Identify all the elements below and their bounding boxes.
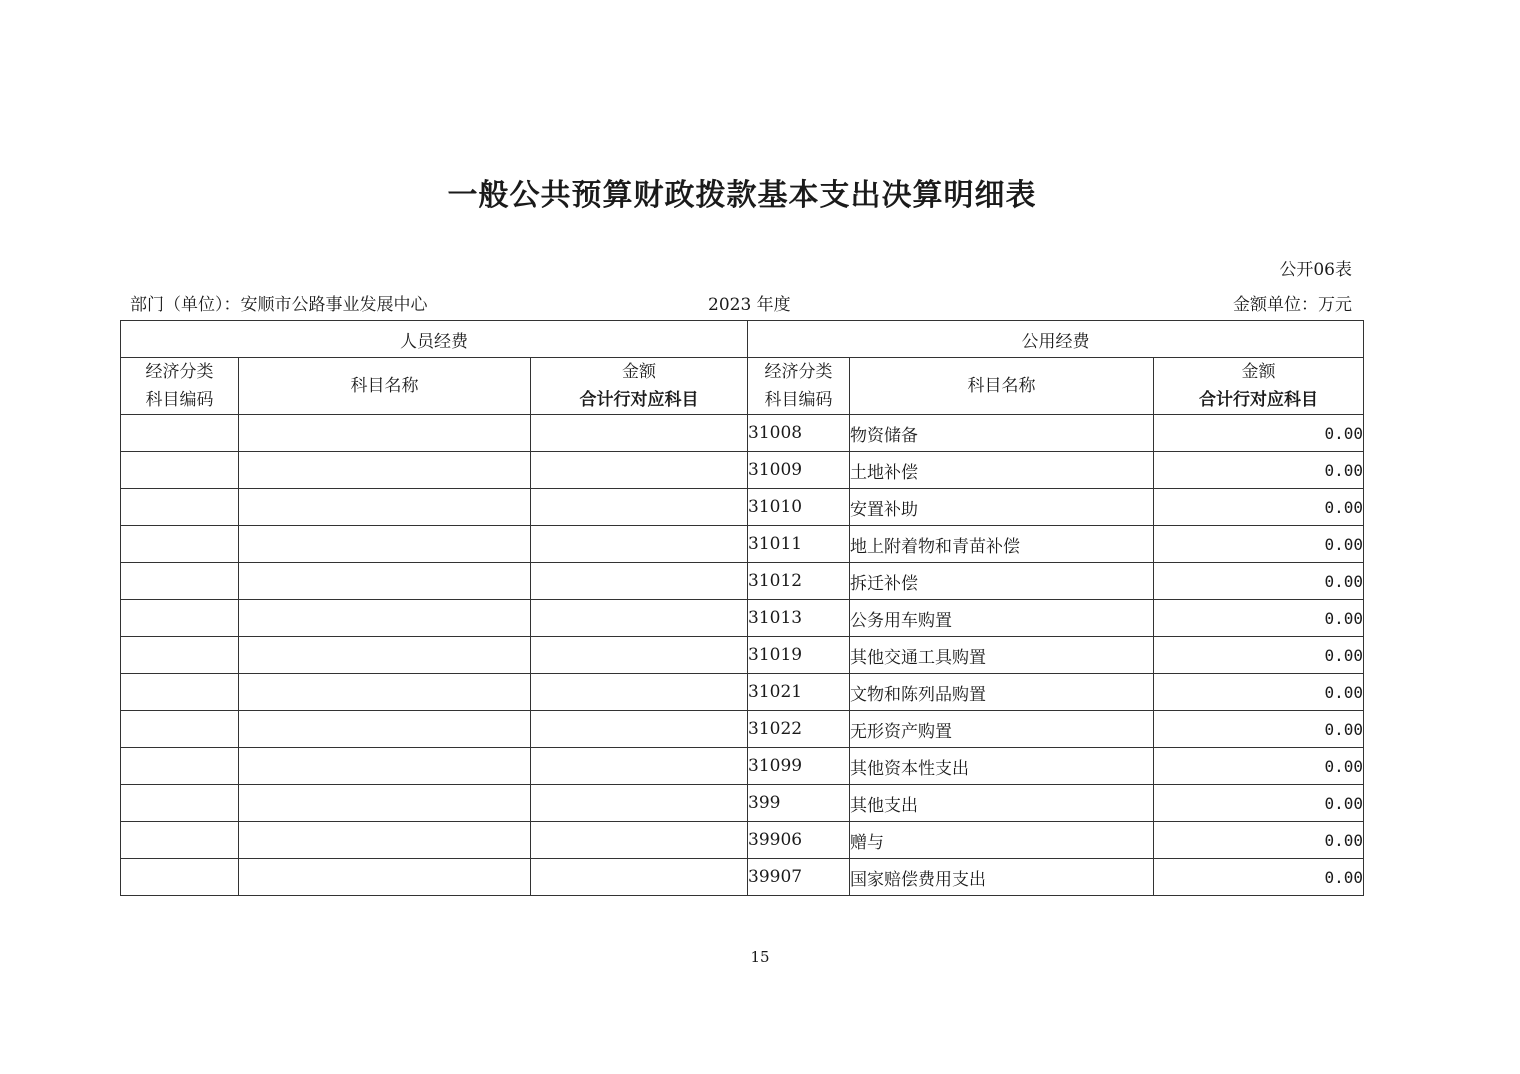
header-amount-line2: 合计行对应科目 [579, 390, 699, 410]
personnel-name-cell [239, 748, 531, 785]
meta-row [120, 290, 1362, 316]
public-code-cell: 31010 [748, 489, 850, 526]
personnel-name-cell [239, 415, 531, 452]
personnel-code-cell [121, 785, 239, 822]
public-name-cell: 其他资本性支出 [850, 748, 1154, 785]
personnel-name-cell [239, 637, 531, 674]
personnel-amount-cell [531, 748, 748, 785]
header-code-line2: 科目编码 [764, 390, 833, 410]
public-amount-cell: 0.00 [1154, 415, 1364, 452]
public-name-cell: 公务用车购置 [850, 600, 1154, 637]
public-amount-cell: 0.00 [1154, 674, 1364, 711]
personnel-amount-cell [531, 637, 748, 674]
table-row [121, 600, 1364, 637]
fiscal-year: 2023 年度 [708, 295, 791, 315]
header-amount-line2: 合计行对应科目 [1199, 390, 1318, 410]
table-row [121, 489, 1364, 526]
table-row [121, 785, 1364, 822]
personnel-name-cell [239, 785, 531, 822]
personnel-code-cell [121, 415, 239, 452]
personnel-code-cell [121, 526, 239, 563]
header-amount-public [1154, 358, 1364, 415]
public-amount-cell: 0.00 [1154, 748, 1364, 785]
personnel-name-cell [239, 563, 531, 600]
public-name-cell: 土地补偿 [850, 452, 1154, 489]
header-name-public: 科目名称 [850, 358, 1154, 415]
public-amount-cell: 0.00 [1154, 526, 1364, 563]
personnel-amount-cell [531, 785, 748, 822]
personnel-code-cell [121, 563, 239, 600]
table-body [121, 415, 1364, 896]
personnel-name-cell [239, 859, 531, 896]
header-code-personnel [121, 358, 239, 415]
group-header-row [121, 321, 1364, 358]
header-code-line2: 科目编码 [145, 390, 214, 410]
personnel-amount-cell [531, 600, 748, 637]
table-row [121, 748, 1364, 785]
personnel-amount-cell [531, 563, 748, 600]
public-code-cell: 31009 [748, 452, 850, 489]
public-amount-cell: 0.00 [1154, 711, 1364, 748]
header-name-personnel: 科目名称 [239, 358, 531, 415]
public-code-cell: 31012 [748, 563, 850, 600]
header-amount-personnel [531, 358, 748, 415]
personnel-code-cell [121, 711, 239, 748]
page-title: 一般公共预算财政拨款基本支出决算明细表 [447, 178, 1037, 213]
personnel-amount-cell [531, 859, 748, 896]
table-row [121, 452, 1364, 489]
personnel-amount-cell [531, 489, 748, 526]
personnel-name-cell [239, 711, 531, 748]
public-name-cell: 物资储备 [850, 415, 1154, 452]
header-code-line1: 经济分类 [145, 362, 214, 382]
personnel-code-cell [121, 748, 239, 785]
personnel-name-cell [239, 600, 531, 637]
public-amount-cell: 0.00 [1154, 489, 1364, 526]
personnel-name-cell [239, 822, 531, 859]
personnel-name-cell [239, 674, 531, 711]
public-amount-cell: 0.00 [1154, 785, 1364, 822]
group-public: 公用经费 [748, 321, 1364, 358]
table-row [121, 674, 1364, 711]
group-personnel: 人员经费 [121, 321, 748, 358]
public-name-cell: 安置补助 [850, 489, 1154, 526]
personnel-amount-cell [531, 526, 748, 563]
public-code-cell: 31022 [748, 711, 850, 748]
public-amount-cell: 0.00 [1154, 452, 1364, 489]
table-row [121, 822, 1364, 859]
personnel-code-cell [121, 859, 239, 896]
public-amount-cell: 0.00 [1154, 859, 1364, 896]
public-code-cell: 39907 [748, 859, 850, 896]
header-amount-line1: 金额 [622, 362, 656, 382]
table-row [121, 859, 1364, 896]
table-row [121, 637, 1364, 674]
personnel-code-cell [121, 674, 239, 711]
personnel-name-cell [239, 526, 531, 563]
public-code-cell: 39906 [748, 822, 850, 859]
public-code-cell: 31019 [748, 637, 850, 674]
public-name-cell: 文物和陈列品购置 [850, 674, 1154, 711]
table-row [121, 711, 1364, 748]
public-code-cell: 399 [748, 785, 850, 822]
header-amount-line1: 金额 [1241, 362, 1276, 382]
page-number: 15 [750, 948, 770, 966]
amount-unit: 金额单位：万元 [1233, 295, 1352, 315]
public-name-cell: 其他交通工具购置 [850, 637, 1154, 674]
personnel-amount-cell [531, 711, 748, 748]
public-name-cell: 其他支出 [850, 785, 1154, 822]
public-amount-cell: 0.00 [1154, 822, 1364, 859]
public-name-cell: 拆迁补偿 [850, 563, 1154, 600]
personnel-amount-cell [531, 674, 748, 711]
public-code-cell: 31013 [748, 600, 850, 637]
public-name-cell: 国家赔偿费用支出 [850, 859, 1154, 896]
personnel-code-cell [121, 822, 239, 859]
header-code-public [748, 358, 850, 415]
personnel-code-cell [121, 452, 239, 489]
department-label: 部门（单位）：安顺市公路事业发展中心 [130, 295, 428, 315]
public-code-cell: 31011 [748, 526, 850, 563]
public-code-cell: 31008 [748, 415, 850, 452]
public-amount-cell: 0.00 [1154, 600, 1364, 637]
personnel-amount-cell [531, 822, 748, 859]
personnel-amount-cell [531, 415, 748, 452]
table-row [121, 526, 1364, 563]
expenditure-table [120, 320, 1364, 896]
column-header-row [121, 358, 1364, 415]
personnel-name-cell [239, 452, 531, 489]
public-name-cell: 无形资产购置 [850, 711, 1154, 748]
public-name-cell: 赠与 [850, 822, 1154, 859]
table-number: 公开06表 [1279, 260, 1352, 280]
personnel-name-cell [239, 489, 531, 526]
personnel-code-cell [121, 600, 239, 637]
public-amount-cell: 0.00 [1154, 637, 1364, 674]
public-name-cell: 地上附着物和青苗补偿 [850, 526, 1154, 563]
table-row [121, 415, 1364, 452]
public-amount-cell: 0.00 [1154, 563, 1364, 600]
public-code-cell: 31021 [748, 674, 850, 711]
table-row [121, 563, 1364, 600]
personnel-code-cell [121, 489, 239, 526]
header-code-line1: 经济分类 [764, 362, 833, 382]
public-code-cell: 31099 [748, 748, 850, 785]
personnel-code-cell [121, 637, 239, 674]
personnel-amount-cell [531, 452, 748, 489]
